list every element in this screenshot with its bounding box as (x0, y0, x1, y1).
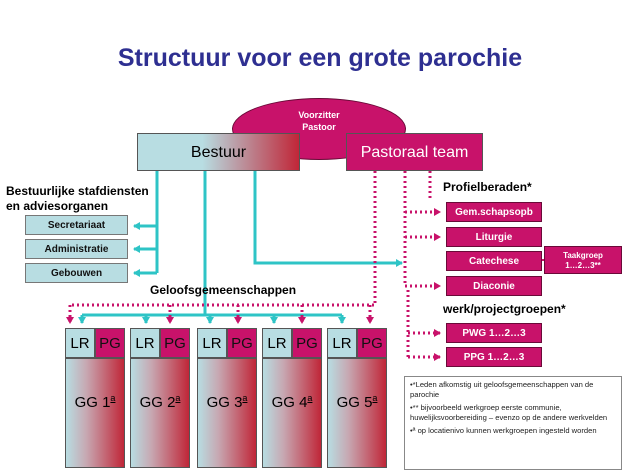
community-body (327, 358, 387, 468)
pastoraal-team-box: Pastoraal team (346, 133, 483, 171)
community-pg: PG (357, 328, 387, 358)
community-name: GG 1 (74, 394, 111, 411)
community-lr: LR (197, 328, 227, 358)
page-title: Structuur voor een grote parochie (117, 44, 523, 72)
chair-line2: Pastoor (302, 122, 336, 132)
community-pg: PG (292, 328, 322, 358)
profiel-item-gemschapsopb: Gem.schapsopb (446, 202, 542, 222)
notes-box (404, 376, 622, 470)
staff-item-secretariaat: Secretariaat (25, 215, 128, 235)
community-lr: LR (327, 328, 357, 358)
taakgroep-line1: Taakgroep (563, 251, 603, 260)
taakgroep-box (544, 246, 622, 274)
community-name: GG 5 (336, 394, 373, 411)
staff-item-gebouwen: Gebouwen (25, 263, 128, 283)
community-sup: a (110, 393, 116, 403)
community-body (130, 358, 190, 468)
profiel-item-diaconie: Diaconie (446, 276, 542, 296)
chair-line1: Voorzitter (298, 110, 340, 120)
community-name: GG 3 (206, 394, 243, 411)
note-3: •ª op locatienivo kunnen werkgroepen ingesteld worden (410, 426, 597, 436)
note-1: •*Leden afkomstig uit geloofsgemeenschappen van de parochie (410, 380, 594, 399)
staff-heading-line2: en adviesorganen (6, 199, 109, 213)
community-sup: a (372, 393, 378, 403)
community-body (65, 358, 125, 468)
community-pg: PG (160, 328, 190, 358)
community-lr: LR (130, 328, 160, 358)
werk-item-ppg: PPG 1…2…3 (446, 347, 542, 367)
taakgroep-line2: 1…2…3** (565, 261, 601, 270)
profiel-heading: Profielberaden* (443, 180, 532, 194)
werk-heading: werk/projectgroepen* (443, 302, 566, 316)
community-body (197, 358, 257, 468)
community-pg: PG (227, 328, 257, 358)
profiel-item-liturgie: Liturgie (446, 227, 542, 247)
community-sup: a (307, 393, 313, 403)
profiel-item-catechese: Catechese (446, 251, 542, 271)
community-pg: PG (95, 328, 125, 358)
staff-heading-line1: Bestuurlijke stafdiensten (6, 184, 149, 198)
geloof-heading: Geloofsgemeenschappen (150, 283, 297, 297)
community-gg5 (327, 328, 387, 468)
community-name: GG 2 (139, 394, 176, 411)
community-gg3 (197, 328, 257, 468)
community-gg2 (130, 328, 190, 468)
community-body (262, 358, 322, 468)
community-lr: LR (65, 328, 95, 358)
community-sup: a (175, 393, 181, 403)
werk-item-pwg: PWG 1…2…3 (446, 323, 542, 343)
note-2: •** bijvoorbeeld werkgroep eerste communie, huwelijksvoorbereiding – evenzo op de andere werkvelden (410, 403, 608, 422)
community-gg4 (262, 328, 322, 468)
community-gg1 (65, 328, 125, 468)
community-name: GG 4 (271, 394, 308, 411)
community-lr: LR (262, 328, 292, 358)
community-sup: a (242, 393, 248, 403)
bestuur-box: Bestuur (137, 133, 300, 171)
staff-item-administratie: Administratie (25, 239, 128, 259)
